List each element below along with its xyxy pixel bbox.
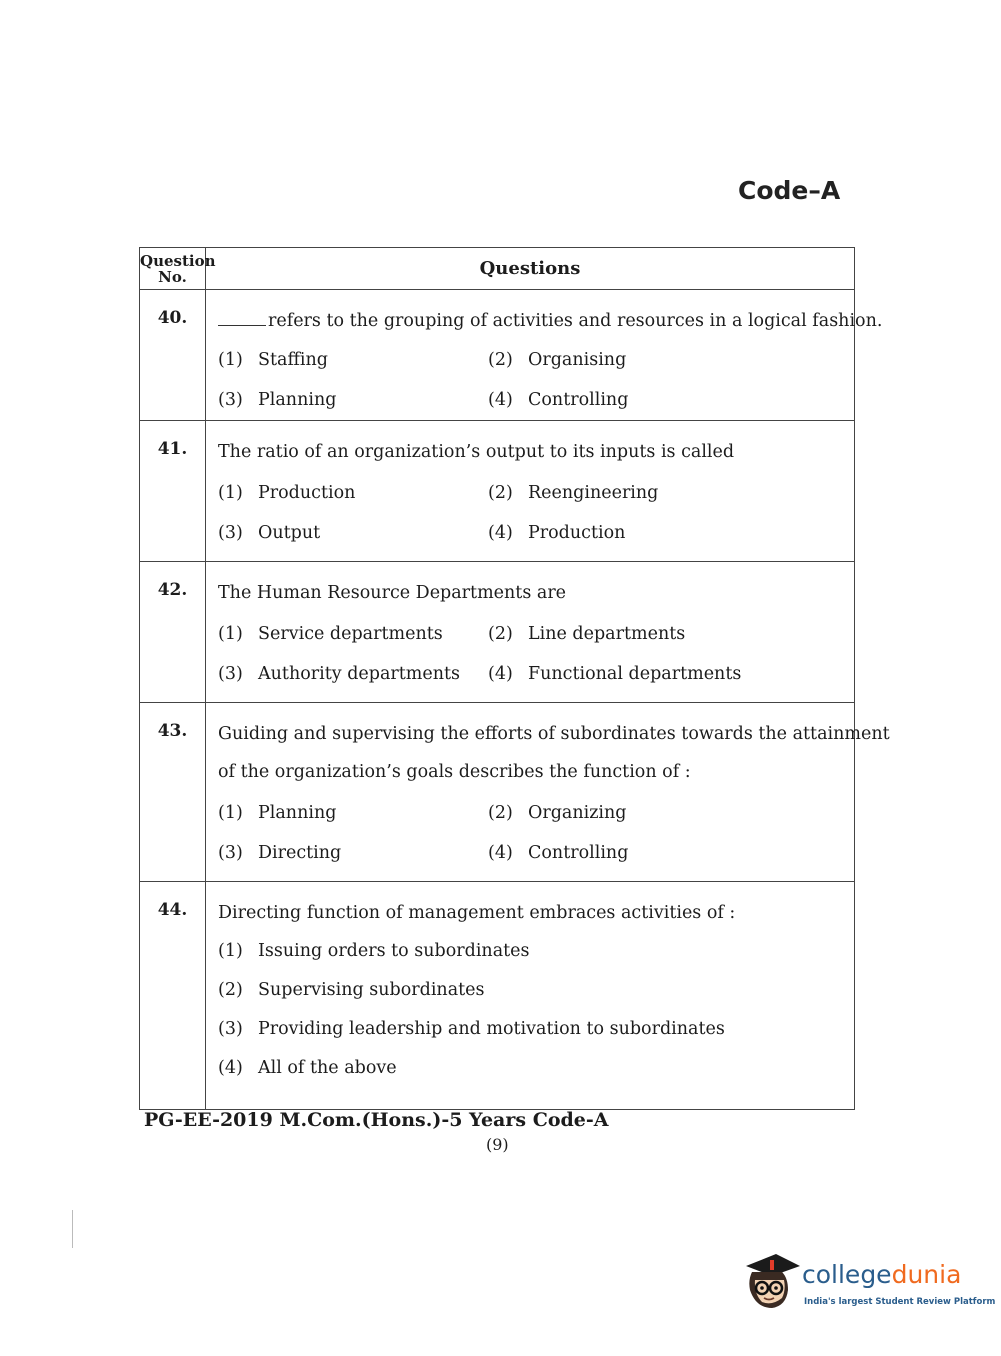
option-2 <box>218 971 854 1010</box>
option-text: Line departments <box>528 624 686 644</box>
option-3 <box>218 654 488 694</box>
question-text: Directing function of management embraces activities of : <box>218 903 736 923</box>
options-grid <box>218 473 854 553</box>
logo-wordmark-b: dunia <box>891 1260 962 1289</box>
logo-tagline: India's largest Student Review Platform <box>804 1297 996 1307</box>
question-number: 41. <box>140 421 206 562</box>
option-number: (2) <box>488 803 513 823</box>
option-number: (4) <box>218 1058 243 1078</box>
option-text: All of the above <box>258 1058 397 1078</box>
question-text-line-2: of the organization’s goals describes the function of : <box>218 762 691 782</box>
option-3 <box>218 380 488 420</box>
option-3 <box>218 833 488 873</box>
option-1 <box>218 614 488 654</box>
option-text: Controlling <box>528 390 629 410</box>
option-number: (1) <box>218 803 243 823</box>
question-number: 44. <box>140 882 206 1110</box>
question-body <box>206 562 855 703</box>
paper-code: Code–A <box>738 176 841 205</box>
option-text: Functional departments <box>528 664 742 684</box>
option-number: (3) <box>218 390 243 410</box>
option-text: Supervising subordinates <box>258 980 485 1000</box>
col-question-no: Question No. <box>140 248 206 290</box>
question-body <box>206 290 883 421</box>
option-2 <box>488 793 854 833</box>
option-2 <box>488 614 854 654</box>
question-number: 40. <box>140 290 206 421</box>
option-1 <box>218 932 854 971</box>
option-4 <box>218 1049 854 1088</box>
option-text: Service departments <box>258 624 443 644</box>
option-number: (3) <box>218 843 243 863</box>
question-row-41 <box>140 421 855 562</box>
option-number: (1) <box>218 350 243 370</box>
col-questions: Questions <box>206 248 855 290</box>
question-text: The Human Resource Departments are <box>218 583 567 603</box>
question-row-42 <box>140 562 855 703</box>
logo-wordmark <box>802 1260 961 1289</box>
option-2 <box>488 340 854 380</box>
question-text <box>218 302 883 340</box>
option-number: (4) <box>488 523 513 543</box>
table-header-row <box>140 248 855 290</box>
option-number: (2) <box>488 350 513 370</box>
option-text: Issuing orders to subordinates <box>258 941 530 961</box>
option-3 <box>218 1010 854 1049</box>
question-row-43 <box>140 703 855 882</box>
option-number: (1) <box>218 483 243 503</box>
scan-margin-mark <box>72 1210 73 1248</box>
mascot-icon <box>742 1250 800 1312</box>
option-number: (1) <box>218 624 243 644</box>
options-grid <box>218 340 854 420</box>
option-text: Reengineering <box>528 483 659 503</box>
option-number: (1) <box>218 941 243 961</box>
option-4 <box>488 380 854 420</box>
option-text: Providing leadership and motivation to subordinates <box>258 1019 725 1039</box>
option-2 <box>488 473 854 513</box>
option-text: Output <box>258 523 321 543</box>
option-text: Production <box>258 483 356 503</box>
question-body <box>206 421 855 562</box>
option-text: Staffing <box>258 350 328 370</box>
option-text: Directing <box>258 843 342 863</box>
logo-wordmark-a: college <box>802 1260 892 1289</box>
option-number: (3) <box>218 1019 243 1039</box>
option-text: Authority departments <box>258 664 461 684</box>
option-text: Controlling <box>528 843 629 863</box>
option-text: Production <box>528 523 626 543</box>
option-text: Planning <box>258 803 337 823</box>
option-4 <box>488 833 854 873</box>
option-number: (2) <box>218 980 243 1000</box>
option-text: Organising <box>528 350 627 370</box>
options-grid <box>218 793 854 873</box>
option-number: (3) <box>218 664 243 684</box>
question-row-40 <box>140 290 855 421</box>
option-text: Organizing <box>528 803 627 823</box>
question-text-after-blank: refers to the grouping of activities and resources in a logical fashion. <box>268 311 883 331</box>
option-number: (2) <box>488 483 513 503</box>
options-list <box>218 932 854 1088</box>
option-text: Planning <box>258 390 337 410</box>
option-number: (2) <box>488 624 513 644</box>
collegedunia-logo <box>742 1250 996 1320</box>
question-body <box>206 703 890 882</box>
question-text-line-1: Guiding and supervising the efforts of subordinates towards the attainment <box>218 724 890 744</box>
question-number: 42. <box>140 562 206 703</box>
questions-table <box>139 247 890 1110</box>
question-number: 43. <box>140 703 206 882</box>
question-body <box>206 882 855 1110</box>
option-number: (4) <box>488 843 513 863</box>
option-number: (3) <box>218 523 243 543</box>
page-number: (9) <box>486 1135 509 1154</box>
option-3 <box>218 513 488 553</box>
option-number: (4) <box>488 664 513 684</box>
fill-blank <box>218 311 266 326</box>
option-1 <box>218 473 488 513</box>
options-grid <box>218 614 854 694</box>
question-row-44 <box>140 882 855 1110</box>
exam-footer: PG-EE-2019 M.Com.(Hons.)-5 Years Code-A <box>144 1109 609 1131</box>
option-1 <box>218 793 488 833</box>
option-4 <box>488 513 854 553</box>
option-1 <box>218 340 488 380</box>
option-number: (4) <box>488 390 513 410</box>
option-4 <box>488 654 854 694</box>
question-text: The ratio of an organization’s output to its inputs is called <box>218 442 735 462</box>
